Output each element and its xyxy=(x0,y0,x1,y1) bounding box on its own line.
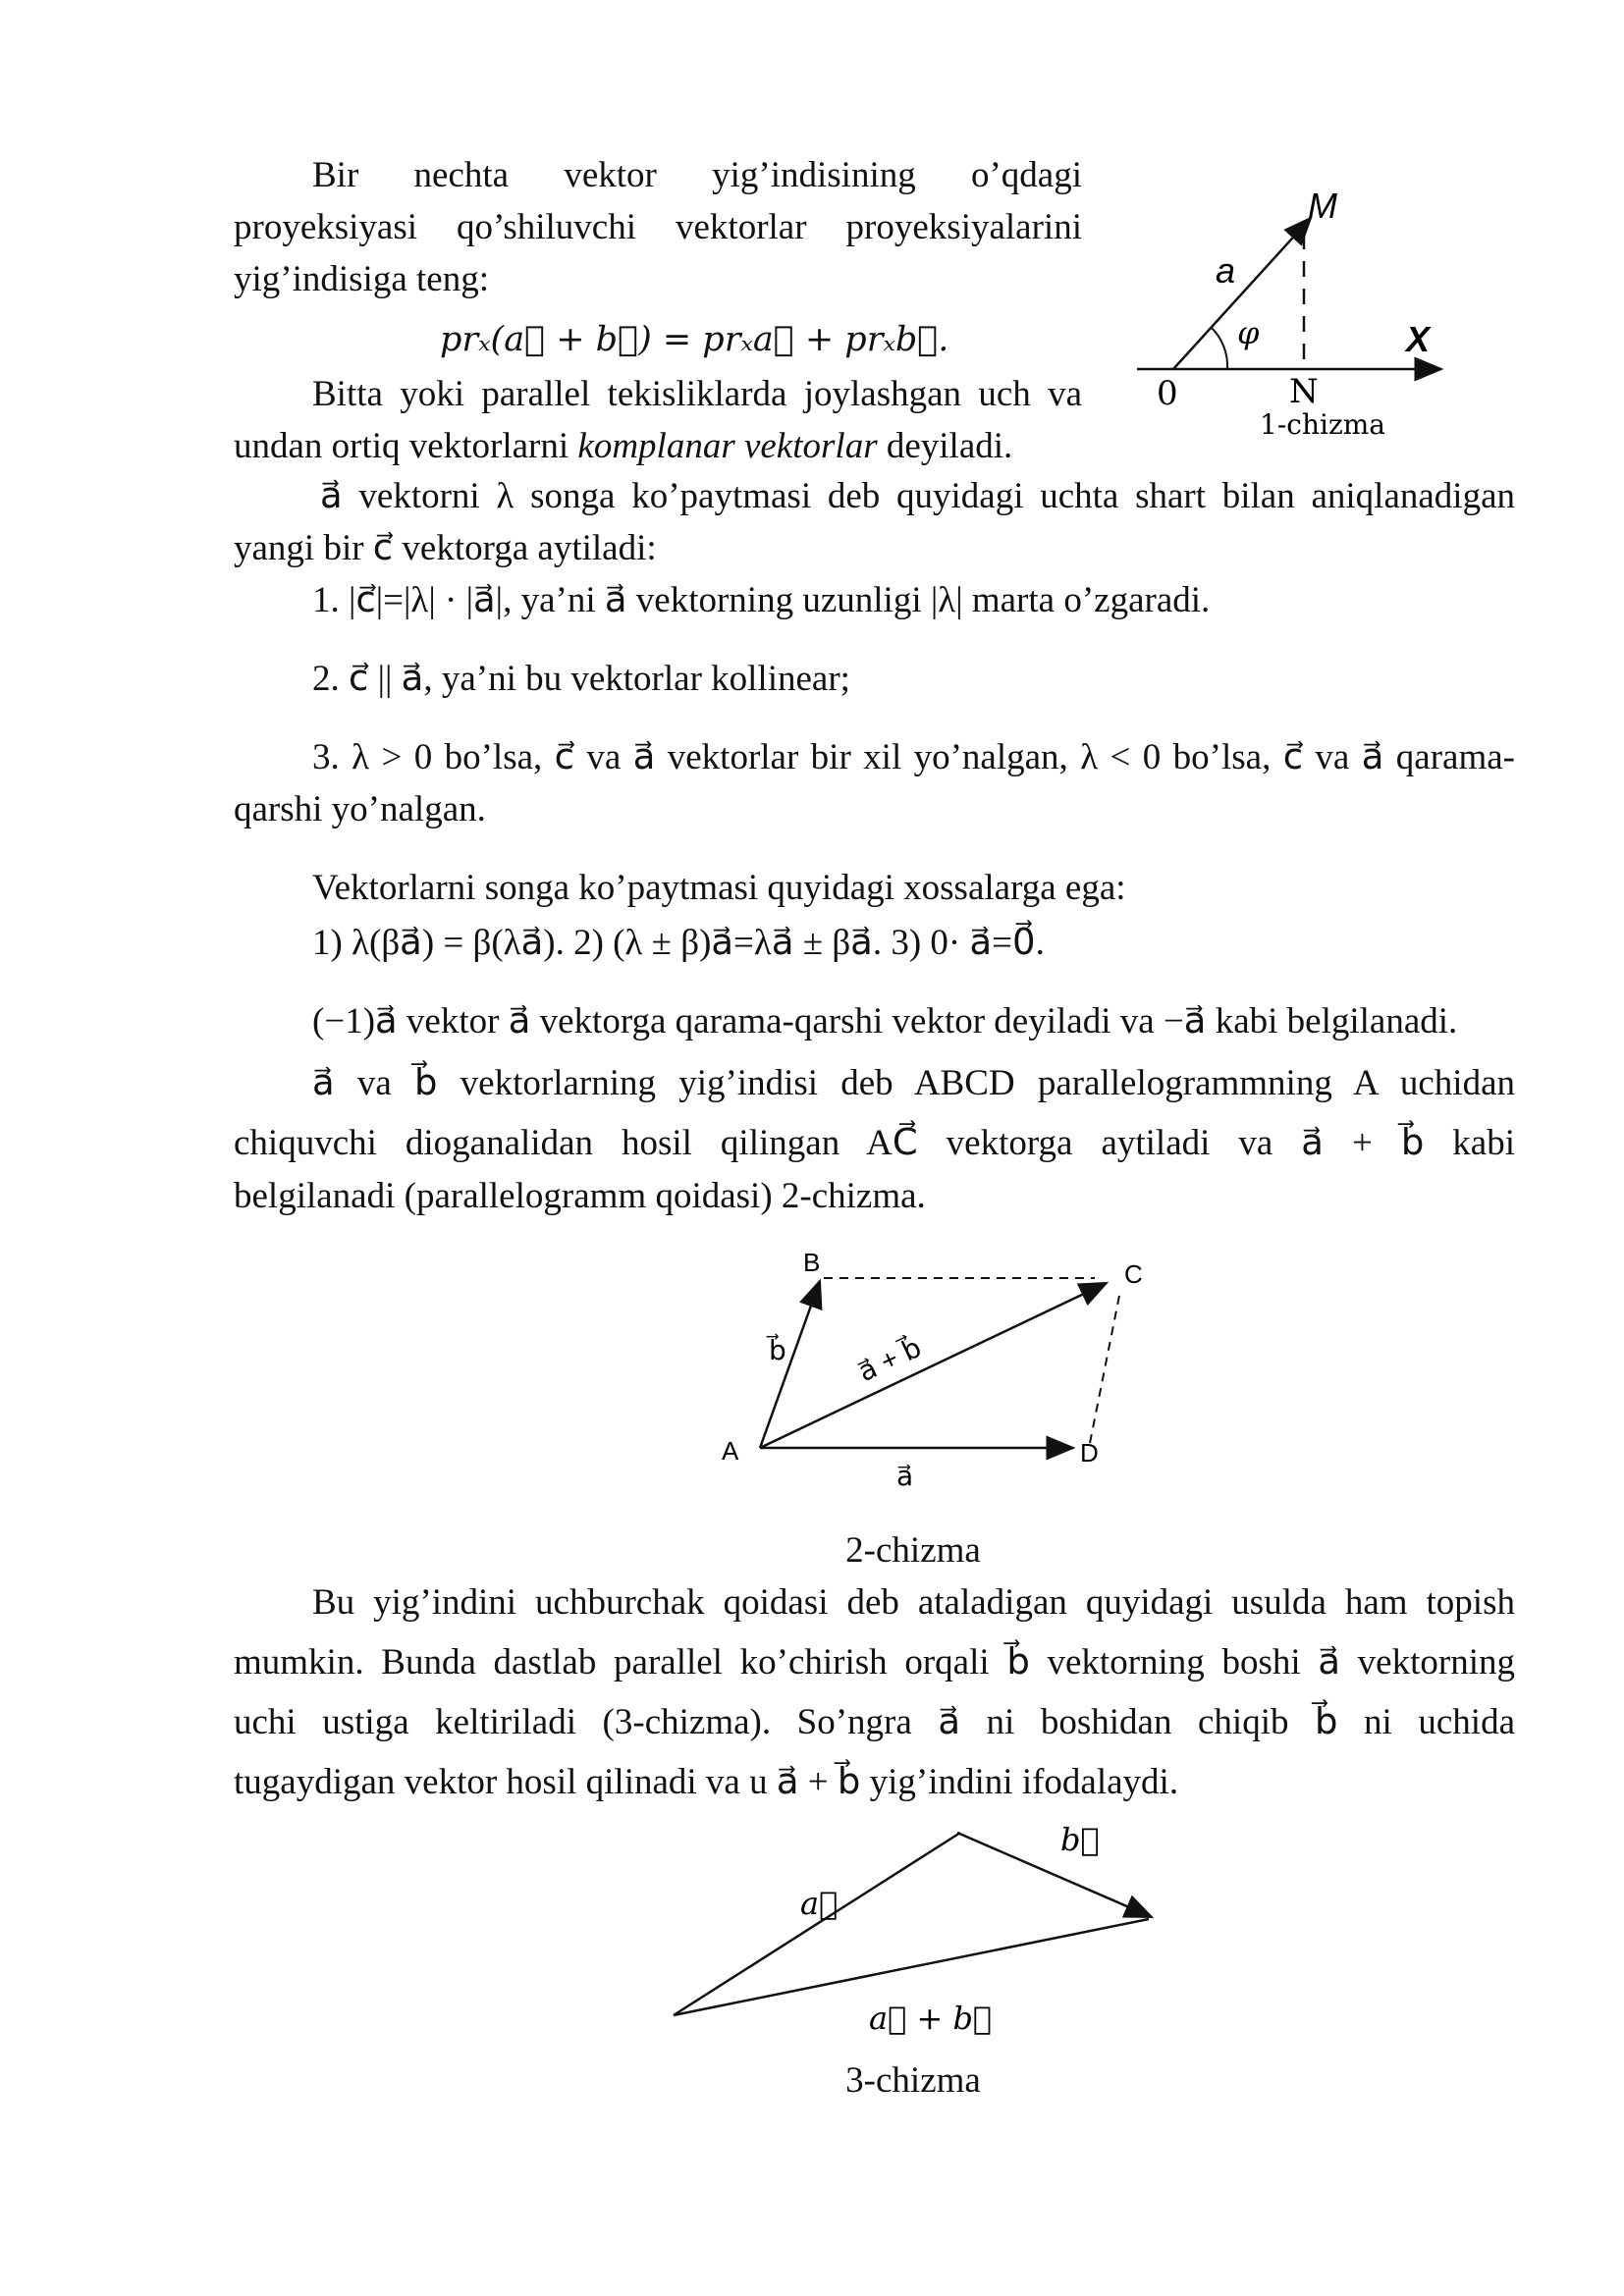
vector-b-line xyxy=(957,1833,1152,1917)
p2-line2 xyxy=(234,420,1012,472)
label-0: 0 xyxy=(1157,374,1178,413)
p7-line3: uchi ustiga keltiriladi (3-chizma). So’ngra a⃗ ni boshidan chiqib b⃗ ni uchida xyxy=(234,1702,1515,1742)
label-sum: a⃗ + b⃗ xyxy=(869,2000,993,2037)
p2-line1: Bitta yoki parallel tekisliklarda joylashgan uch va xyxy=(312,374,1082,414)
p5-opposite-vector: (−1)a⃗ vektor a⃗ vektorga qarama-qarshi vektor deyiladi va −a⃗ kabi belgilanadi. xyxy=(312,1001,1458,1041)
dashed-dc-line xyxy=(1090,1291,1120,1443)
label-vector-b: b⃗ xyxy=(1060,1821,1100,1858)
p6-line1: a⃗ va b⃗ vektorlarning yig’indisi deb ABCD parallelogrammning A uchidan xyxy=(312,1063,1515,1103)
label-C: C xyxy=(1124,1259,1143,1289)
p1-line1: Bir nechta vektor yig’indisining o’qdagi xyxy=(312,155,1082,195)
angle-arc xyxy=(1211,327,1227,369)
p2-text-a: undan ortiq vektorlarni xyxy=(234,426,578,466)
label-phi: φ xyxy=(1237,314,1260,351)
list-item-2: 2. c⃗ || a⃗, ya’ni bu vektorlar kollinear; xyxy=(312,659,850,699)
diagonal-ac-line xyxy=(760,1283,1107,1448)
vector-a-line xyxy=(674,1833,960,2015)
figure-2-parallelogram xyxy=(702,1232,1164,1497)
p1-line3: yig’indisiga teng: xyxy=(234,259,489,299)
p2-term-komplanar: komplanar vektorlar xyxy=(577,426,878,466)
label-B: B xyxy=(803,1248,821,1277)
p7-line2: mumkin. Bunda dastlab parallel ko’chirish orqali b⃗ vektorning boshi a⃗ vektorning xyxy=(234,1642,1515,1682)
p7-line1: Bu yig’indini uchburchak qoidasi deb ataladigan quyidagi usulda ham topish xyxy=(312,1582,1515,1623)
label-N: N xyxy=(1289,372,1319,411)
label-D: D xyxy=(1080,1438,1099,1468)
list-item-1: 1. |c⃗|=|λ| · |a⃗|, ya’ni a⃗ vektorning uzunligi |λ| marta o’zgaradi. xyxy=(312,580,1211,620)
p6-line2: chiquvchi dioganalidan hosil qilingan AC⃗ vektorga aytiladi va a⃗ + b⃗ kabi xyxy=(234,1123,1515,1163)
p2-text-b: deyiladi. xyxy=(877,426,1013,466)
formula-projection-sum: prₓ(a⃗ + b⃗) = prₓa⃗ + prₓb⃗. xyxy=(440,320,949,359)
label-vector-a: a⃗ xyxy=(896,1461,914,1491)
p6-line3: belgilanadi (parallelogramm qoidasi) 2-chizma. xyxy=(234,1176,926,1216)
list-item-3-line1: 3. λ > 0 bo’lsa, c⃗ va a⃗ vektorlar bir xil yo’nalgan, λ < 0 bo’lsa, c⃗ va a⃗ qarama- xyxy=(312,737,1515,777)
list-item-3-line2: qarshi yo’nalgan. xyxy=(234,789,486,829)
figure-3-caption: 3-chizma xyxy=(845,2060,981,2101)
p3-line2: yangi bir c⃗ vektorga aytiladi: xyxy=(234,528,657,568)
label-X: X xyxy=(1406,319,1431,359)
p4-line1: Vektorlarni songa ko’paytmasi quyidagi xossalarga ega: xyxy=(312,868,1126,908)
p7-line4: tugaydigan vektor hosil qilinadi va u a⃗ + b⃗ yig’indini ifodalaydi. xyxy=(234,1762,1179,1802)
figure-1-caption: 1-chizma xyxy=(1260,408,1385,441)
label-a: a xyxy=(1216,250,1236,291)
figure-2-caption: 2-chizma xyxy=(845,1530,981,1571)
label-vector-b: b⃗ xyxy=(769,1335,786,1365)
label-A: A xyxy=(722,1436,739,1466)
label-sum: a⃗ + b⃗ xyxy=(853,1331,926,1388)
p1-line2: proyeksiyasi qo’shiluvchi vektorlar proyeksiyalarini xyxy=(234,207,1082,247)
figure-3-triangle xyxy=(658,1811,1168,2037)
p3-line1: a⃗ vektorni λ songa ko’paytmasi deb quyidagi uchta shart bilan aniqlanadigan xyxy=(320,476,1515,516)
figure-1-projection xyxy=(1119,187,1453,452)
label-vector-a: a⃗ xyxy=(800,1885,839,1922)
p4-properties: 1) λ(βa⃗) = β(λa⃗). 2) (λ ± β)a⃗=λa⃗ ± βa⃗. 3) 0· a⃗=0⃗. xyxy=(312,923,1045,963)
label-M: M xyxy=(1308,187,1337,226)
